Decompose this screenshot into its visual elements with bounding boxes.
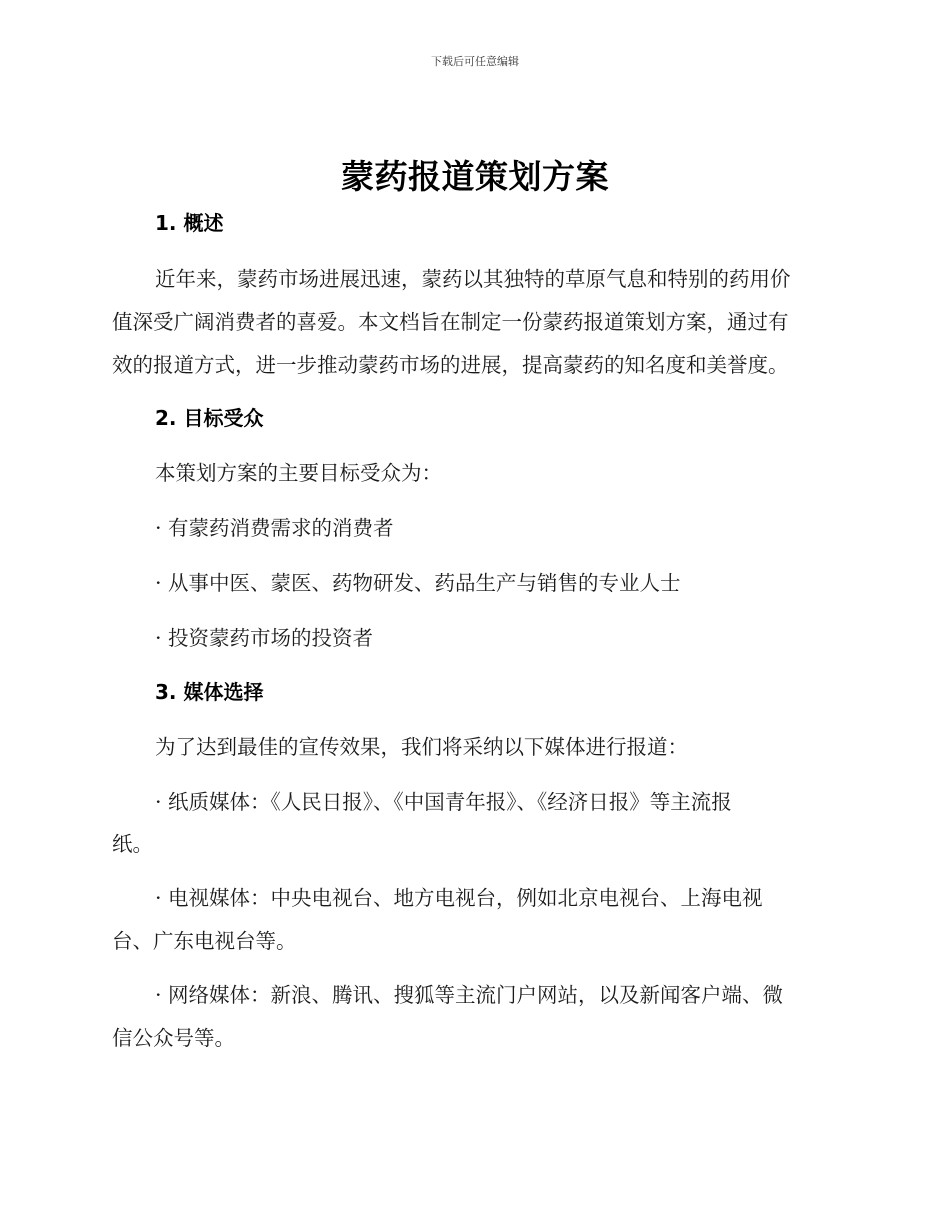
media-bullet-tv-line-1: · 电视媒体：中央电视台、地方电视台，例如北京电视台、上海电视 (155, 886, 763, 910)
audience-bullet-2: · 从事中医、蒙医、药物研发、药品生产与销售的专业人士 (155, 571, 681, 595)
header-note: 下载后可任意编辑 (431, 55, 519, 68)
section-heading-audience: 2. 目标受众 (155, 406, 264, 430)
overview-line-1: 近年来，蒙药市场进展迅速，蒙药以其独特的草原气息和特别的药用价 (155, 267, 791, 291)
section-heading-media: 3. 媒体选择 (155, 680, 264, 704)
media-bullet-tv-line-2: 台、广东电视台等。 (112, 929, 297, 953)
overview-line-3: 效的报道方式，进一步推动蒙药市场的进展，提高蒙药的知名度和美誉度。 (112, 353, 789, 377)
media-bullet-web-line-2: 信公众号等。 (112, 1026, 235, 1050)
audience-bullet-1: · 有蒙药消费需求的消费者 (155, 516, 394, 540)
media-bullet-web-line-1: · 网络媒体：新浪、腾讯、搜狐等主流门户网站，以及新闻客户端、微 (155, 983, 784, 1007)
audience-intro: 本策划方案的主要目标受众为： (155, 461, 442, 485)
document-title: 蒙药报道策划方案 (341, 157, 609, 196)
overview-line-2: 值深受广阔消费者的喜爱。本文档旨在制定一份蒙药报道策划方案，通过有 (112, 310, 789, 334)
media-bullet-print-line-1: · 纸质媒体：《人民日报》、《中国青年报》、《经济日报》等主流报 (155, 790, 732, 814)
media-intro: 为了达到最佳的宣传效果，我们将采纳以下媒体进行报道： (155, 735, 688, 759)
media-bullet-print-line-2: 纸。 (112, 832, 153, 856)
audience-bullet-3: · 投资蒙药市场的投资者 (155, 626, 374, 650)
section-heading-overview: 1. 概述 (155, 211, 224, 235)
